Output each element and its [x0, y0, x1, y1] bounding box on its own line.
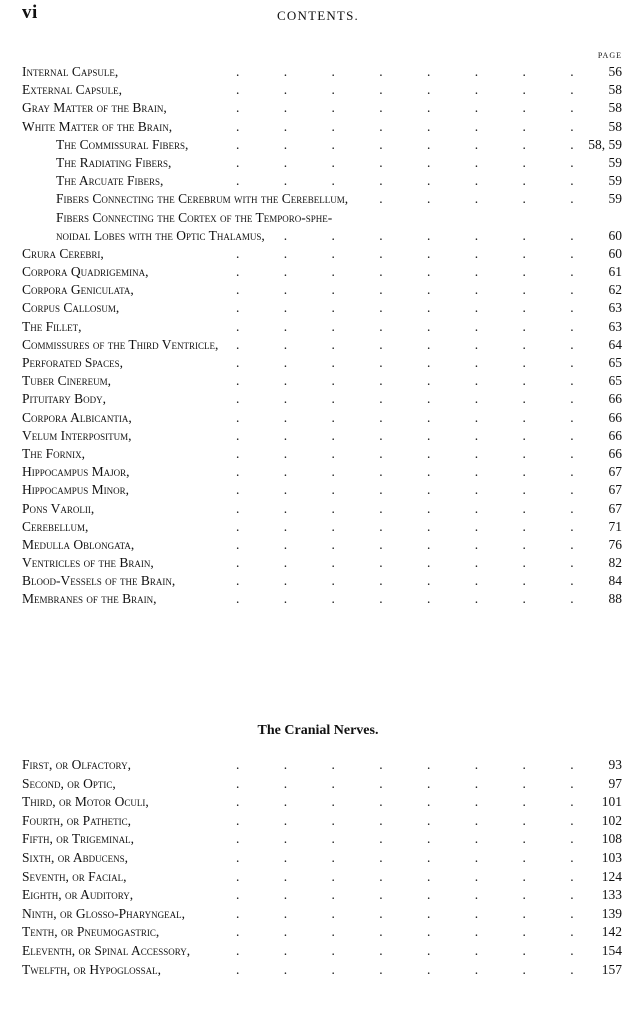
toc-entry [22, 281, 622, 299]
toc-entry-page: 65 [606, 372, 623, 390]
toc-entry-page: 58 [606, 81, 623, 99]
toc-entry-page: 59 [606, 190, 623, 208]
toc-entry-page: 58 [606, 99, 623, 117]
toc-entry-page: 102 [599, 812, 622, 831]
toc-entry-title: First, or Olfactory, [22, 757, 135, 772]
dot-leader [22, 500, 622, 518]
toc-entry-page: 66 [606, 445, 623, 463]
toc-entry-title: Blood-Vessels of the Brain, [22, 573, 179, 588]
toc-entry-page: 67 [606, 481, 623, 499]
toc-entry [22, 372, 622, 390]
toc-entry [22, 336, 622, 354]
toc-entry-page: 108 [599, 830, 622, 849]
toc-entry-title: Fibers Connecting the Cerebrum with the Cerebellum, [56, 191, 352, 206]
toc-entry-title: Medulla Oblongata, [22, 537, 138, 552]
toc-entry [22, 942, 622, 961]
toc-entry-title: Corpora Geniculata, [22, 282, 138, 297]
toc-entry-title: Pituitary Body, [22, 391, 110, 406]
toc-entry-title: Gray Matter of the Brain, [22, 100, 171, 115]
toc-entry [22, 318, 622, 336]
toc-entry-title: Hippocampus Major, [22, 464, 134, 479]
toc-entry-page: 64 [606, 336, 623, 354]
toc-entry-page: 133 [599, 886, 622, 905]
toc-entry-title: Sixth, or Abducens, [22, 850, 132, 865]
toc-entry [22, 886, 622, 905]
toc-entry [22, 536, 622, 554]
toc-entry-title: Hippocampus Minor, [22, 482, 133, 497]
toc-entry-page: 67 [606, 500, 623, 518]
toc-entry-page: 71 [606, 518, 623, 536]
toc-entry-page: 97 [606, 775, 623, 794]
toc-entry-title: Seventh, or Facial, [22, 869, 131, 884]
dot-leader [22, 318, 622, 336]
toc-entry-page: 82 [606, 554, 623, 572]
toc-entry-page: 56 [606, 63, 623, 81]
toc-entry-title: Eighth, or Auditory, [22, 887, 137, 902]
toc-entry-title: The Fillet, [22, 319, 86, 334]
toc-entry [22, 409, 622, 427]
page-column-label: PAGE [597, 51, 622, 60]
toc-entry-page: 60 [606, 245, 623, 263]
toc-entry-page: 58 [606, 118, 623, 136]
dot-leader [22, 445, 622, 463]
toc-entry-title: noidal Lobes with the Optic Thalamus, [56, 228, 269, 243]
toc-entry-title: Commissures of the Third Ventricle, [22, 337, 222, 352]
toc-entry-page: 63 [606, 318, 623, 336]
toc-entry-title: Fourth, or Pathetic, [22, 813, 135, 828]
toc-entry-title: Membranes of the Brain, [22, 591, 161, 606]
toc-entry [22, 756, 622, 775]
dot-leader [22, 245, 622, 263]
toc-entry [22, 812, 622, 831]
toc-entry-page: 101 [599, 793, 622, 812]
toc-entry-page: 66 [606, 427, 623, 445]
toc-entry-page: 154 [599, 942, 622, 961]
toc-entry-title: Eleventh, or Spinal Accessory, [22, 943, 194, 958]
running-title: CONTENTS. [277, 8, 359, 23]
toc-entry-title: Ventricles of the Brain, [22, 555, 158, 570]
toc-entry-title: Twelfth, or Hypoglossal, [22, 962, 165, 977]
toc-entry-page: 76 [606, 536, 623, 554]
toc-entry-page: 63 [606, 299, 623, 317]
toc-entry [22, 227, 622, 245]
toc-entry [22, 554, 622, 572]
toc-entry-page: 65 [606, 354, 623, 372]
toc-entry-page: 59 [606, 172, 623, 190]
toc-entry-title: Tenth, or Pneumogastric, [22, 924, 163, 939]
toc-entry-title: Internal Capsule, [22, 64, 122, 79]
toc-entry [22, 923, 622, 942]
toc-entry-title: Tuber Cinereum, [22, 373, 115, 388]
toc-entry [22, 81, 622, 99]
toc-entry-title: Fibers Connecting the Cortex of the Temporo-sphe- [56, 210, 336, 225]
toc-entry-title: Second, or Optic, [22, 776, 120, 791]
toc-entry-title: Corpora Quadrigemina, [22, 264, 153, 279]
dot-leader [22, 390, 622, 408]
toc-entry-page: 66 [606, 409, 623, 427]
toc-entry-page: 88 [606, 590, 623, 608]
toc-entry-title: Ninth, or Glosso-Pharyngeal, [22, 906, 189, 921]
toc-entry-page: 124 [599, 868, 622, 887]
toc-entry [22, 99, 622, 117]
toc-entry [22, 427, 622, 445]
toc-entry-page: 62 [606, 281, 623, 299]
dot-leader [22, 518, 622, 536]
toc-entry [22, 572, 622, 590]
toc-entry [22, 793, 622, 812]
toc-entry-page: 103 [599, 849, 622, 868]
toc-entry [22, 190, 622, 208]
toc-entry [22, 830, 622, 849]
toc-entry [22, 590, 622, 608]
toc-entry-title: The Fornix, [22, 446, 89, 461]
toc-entry-title: White Matter of the Brain, [22, 119, 176, 134]
toc-entry [22, 775, 622, 794]
toc-entry [22, 154, 622, 172]
toc-entry [22, 263, 622, 281]
toc-entry [22, 518, 622, 536]
toc-entry [22, 961, 622, 980]
toc-entry-page: 139 [599, 905, 622, 924]
toc-entry [22, 209, 622, 227]
cranial-nerves-contents-list [22, 756, 622, 979]
toc-entry-page: 67 [606, 463, 623, 481]
toc-entry-title: Velum Interpositum, [22, 428, 136, 443]
toc-entry-title: Fifth, or Trigeminal, [22, 831, 138, 846]
toc-entry-page: 157 [599, 961, 622, 980]
toc-entry [22, 500, 622, 518]
toc-entry [22, 354, 622, 372]
toc-entry-title: The Commissural Fibers, [56, 137, 192, 152]
toc-entry [22, 849, 622, 868]
toc-entry-title: Corpora Albicantia, [22, 410, 136, 425]
toc-entry-page: 58, 59 [585, 136, 622, 154]
toc-entry [22, 481, 622, 499]
toc-entry-title: Cerebellum, [22, 519, 92, 534]
toc-entry [22, 905, 622, 924]
toc-entry [22, 868, 622, 887]
toc-entry [22, 172, 622, 190]
toc-entry-page: 60 [606, 227, 623, 245]
toc-entry [22, 299, 622, 317]
toc-entry-page: 59 [606, 154, 623, 172]
toc-entry [22, 136, 622, 154]
toc-entry [22, 245, 622, 263]
toc-entry-title: Corpus Callosum, [22, 300, 123, 315]
toc-entry-page: 84 [606, 572, 623, 590]
toc-entry-title: The Arcuate Fibers, [56, 173, 167, 188]
toc-entry-title: Crura Cerebri, [22, 246, 108, 261]
toc-entry-page: 142 [599, 923, 622, 942]
toc-entry-title: Perforated Spaces, [22, 355, 127, 370]
toc-entry-title: Third, or Motor Oculi, [22, 794, 153, 809]
toc-entry-title: The Radiating Fibers, [56, 155, 175, 170]
toc-entry-page: 66 [606, 390, 623, 408]
page-folio: vi [22, 2, 38, 23]
toc-entry [22, 390, 622, 408]
toc-entry-page: 61 [606, 263, 623, 281]
toc-entry-title: External Capsule, [22, 82, 126, 97]
toc-entry-title: Pons Varolii, [22, 501, 98, 516]
brain-contents-list [22, 63, 622, 609]
section-heading-cranial-nerves: The Cranial Nerves. [257, 723, 379, 738]
toc-entry [22, 445, 622, 463]
toc-entry [22, 118, 622, 136]
toc-entry [22, 463, 622, 481]
toc-entry [22, 63, 622, 81]
toc-entry-page: 93 [606, 756, 623, 775]
